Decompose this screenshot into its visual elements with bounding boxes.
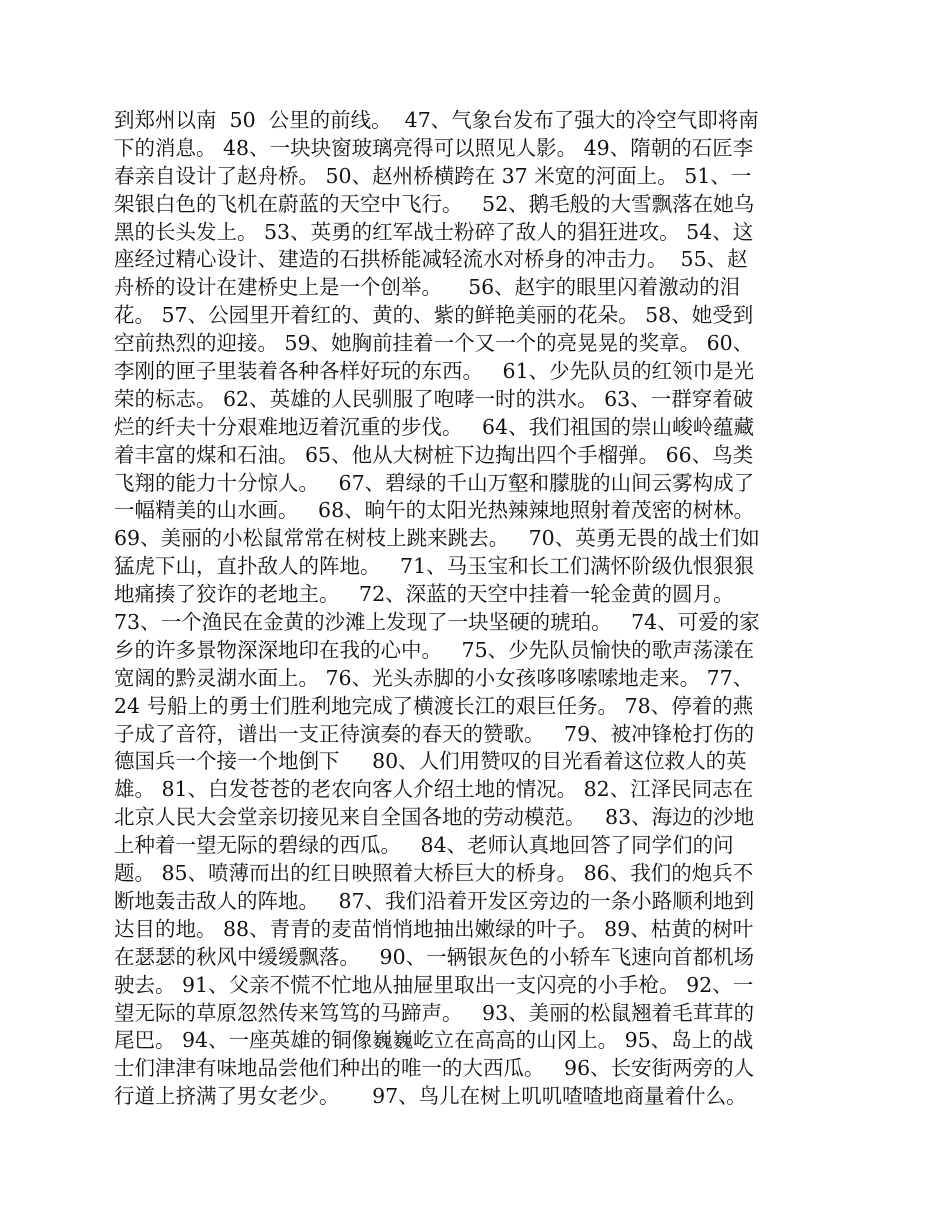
text-line: 驶去。 91、父亲不慌不忙地从抽屉里取出一支闪亮的小手枪。 92、一 — [114, 972, 754, 997]
text-line: 尾巴。 94、一座英雄的铜像巍巍屹立在高高的山冈上。 95、岛上的战 — [114, 1028, 754, 1053]
text-line: 在瑟瑟的秋风中缓缓飘落。 90、一辆银灰色的小轿车飞速向首都机场 — [114, 944, 755, 969]
text-line: 空前热烈的迎接。 59、她胸前挂着一个又一个的亮晃晃的奖章。 60、 — [114, 331, 754, 356]
text-line: 下的消息。 48、一块块窗玻璃亮得可以照见人影。 49、隋朝的石匠李 — [114, 135, 754, 160]
text-line: 着丰富的煤和石油。 65、他从大树桩下边掏出四个手榴弹。 66、鸟类 — [114, 442, 754, 467]
text-line: 乡的许多景物深深地印在我的心中。 75、少先队员愉快的歌声荡漾在 — [114, 637, 755, 662]
text-line: 架银白色的飞机在蔚蓝的天空中飞行。 52、鹅毛般的大雪飘落在她乌 — [114, 191, 755, 216]
text-line: 子成了音符，谱出一支正待演奏的春天的赞歌。 79、被冲锋枪打伤的 — [114, 721, 755, 746]
text-line: 望无际的草原忽然传来笃笃的马蹄声。 93、美丽的松鼠翘着毛茸茸的 — [114, 1000, 755, 1025]
document-body — [114, 107, 844, 1111]
text-line: 北京人民大会堂亲切接见来自全国各地的劳动模范。 83、海边的沙地 — [114, 805, 755, 830]
text-line: 士们津津有味地品尝他们种出的唯一的大西瓜。 96、长安街两旁的人 — [114, 1056, 755, 1081]
text-line: 座经过精心设计、建造的石拱桥能减轻流水对桥身的冲击力。 55、赵 — [114, 247, 748, 272]
text-line: 黑的长头发上。 53、英勇的红军战士粉碎了敌人的猖狂进攻。 54、这 — [114, 219, 754, 244]
text-line: 雄。 81、白发苍苍的老农向客人介绍土地的情况。 82、江泽民同志在 — [114, 777, 754, 802]
text-line: 花。 57、公园里开着红的、黄的、紫的鲜艳美丽的花朵。 58、她受到 — [114, 303, 754, 328]
text-line: 73、一个渔民在金黄的沙滩上发现了一块坚硬的琥珀。 74、可爱的家 — [114, 610, 760, 635]
text-line: 行道上挤满了男女老少。 97、鸟儿在树上叽叽喳喳地商量着什么。 — [114, 1084, 747, 1109]
text-line: 题。 85、喷薄而出的红日映照着大桥巨大的桥身。 86、我们的炮兵不 — [114, 861, 754, 886]
text-line: 69、美丽的小松鼠常常在树枝上跳来跳去。 70、英勇无畏的战士们如 — [114, 526, 760, 551]
text-line: 上种着一望无际的碧绿的西瓜。 84、老师认真地回答了同学们的问 — [114, 833, 734, 858]
text-line: 一幅精美的山水画。 68、晌午的太阳光热辣辣地照射着茂密的树林。 — [114, 498, 755, 523]
text-line: 达目的地。 88、青青的麦苗悄悄地抽出嫩绿的叶子。 89、枯黄的树叶 — [114, 916, 754, 941]
text-line: 德国兵一个接一个地倒下 80、人们用赞叹的目光看着这位救人的英 — [114, 749, 747, 774]
text-line: 烂的纤夫十分艰难地迈着沉重的步伐。 64、我们祖国的崇山峻岭蕴藏 — [114, 414, 755, 439]
text-line: 24 号船上的勇士们胜利地完成了横渡长江的艰巨任务。 78、停着的燕 — [114, 693, 754, 718]
text-line: 飞翔的能力十分惊人。 67、碧绿的千山万壑和朦胧的山间云雾构成了 — [114, 470, 755, 495]
text-line: 荣的标志。 62、英雄的人民驯服了咆哮一时的洪水。 63、一群穿着破 — [114, 386, 754, 411]
text-line: 地痛揍了狡诈的老地主。 72、深蓝的天空中挂着一轮金黄的圆月。 — [114, 582, 734, 607]
text-line: 春亲自设计了赵舟桥。 50、赵州桥横跨在 37 米宽的河面上。 51、一 — [114, 163, 752, 188]
text-line: 舟桥的设计在建桥史上是一个创举。 56、赵宇的眼里闪着激动的泪 — [114, 275, 741, 300]
text-line: 宽阔的黔灵湖水面上。 76、光头赤脚的小女孩哆哆嗦嗦地走来。 77、 — [114, 665, 754, 690]
text-line: 到郑州以南 50 公里的前线。 47、气象台发布了强大的冷空气即将南 — [114, 108, 759, 132]
text-line: 猛虎下山，直扑敌人的阵地。 71、马玉宝和长工们满怀阶级仇恨狠狠 — [114, 554, 755, 579]
text-line: 断地轰击敌人的阵地。 87、我们沿着开发区旁边的一条小路顺利地到 — [114, 888, 755, 913]
text-line: 李刚的匣子里装着各种各样好玩的东西。 61、少先队员的红领巾是光 — [114, 359, 755, 384]
